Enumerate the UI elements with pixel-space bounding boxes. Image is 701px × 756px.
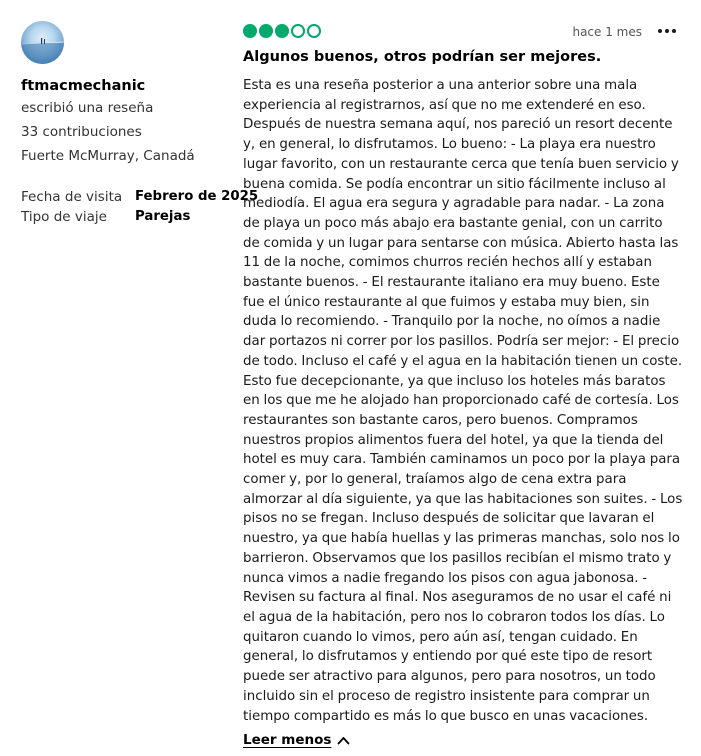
rating-bubble-filled xyxy=(259,24,273,38)
reviewer-username[interactable]: ftmacmechanic xyxy=(21,78,146,94)
rating-bubble-filled xyxy=(275,24,289,38)
profile-photo-icon xyxy=(21,21,64,64)
avatar[interactable] xyxy=(21,21,64,64)
review-body: Esta es una reseña posterior a una anterior sobre una mala experiencia al registrarnos, así que no me extenderé en eso. Después de nuestra semana aquí, nos pareció un resort decente y, en general, lo disfrutamos. Lo bueno: - La playa era nuestro lugar favorito, con un restaurante cerca que tenía buen servicio y buena comida. Se podía encontrar un sitio fácilmente incluso al mediodía. El agua era segura y agradable para nadar. - La zona de playa un poco más abajo era bastante genial, con un carrito de comida y un lugar para sentarse con música. Abierto hasta las 11 de la noche, comimos churros recién hechos allí y estaban bastante buenos. - El restaurante italiano era muy bueno. Este fue el único restaurante al que fuimos y estaba muy bien, sin duda lo recomiendo. - Tranquilo por la noche, no oímos a nadie dar portazos ni correr por los pasillos. Podría ser mejor: - El precio de todo. Incluso el café y el agua en la habitación tienen un coste. Esto fue decepcionante, ya que incluso los hoteles más baratos en los que me he alojado han proporcionado café de cortesía. Los restaurantes son bastante caros, pero buenos. Compramos nuestros propios alimentos fuera del hotel, ya que la tienda del hotel es muy cara. También caminamos un poco por la playa para comer y, por lo general, traíamos algo de cena extra para almorzar al día siguiente, ya que las habitaciones son suites. - Los pisos no se fregan. Incluso después de solicitar que lavaran el nuestro, ya que había huellas y las primeras manchas, solo nos lo barrieron. Observamos que los pasillos recibían el mismo trato y nunca vimos a nadie fregando los pisos con agua jabonosa. - Revisen su factura al final. Nos aseguramos de no usar el café ni el agua de la habitación, pero nos lo cobraron todos los días. Lo quitaron cuando lo vimos, pero aún así, tengan cuidado. En general, lo disfrutamos y entiendo por qué este tipo de resort puede ser atractivo para algunos, pero para nosotros, un todo incluido sin el proceso de registro insistente para comprar un tiempo compartido es más lo que busco en unas vacaciones. xyxy=(243,78,683,724)
read-less-label: Leer menos xyxy=(243,732,332,748)
trip-type-value: Parejas xyxy=(135,209,191,224)
more-options-button[interactable] xyxy=(656,22,678,40)
review-timestamp: hace 1 mes xyxy=(572,25,642,39)
rating-bubble-empty xyxy=(291,24,305,38)
rating-bubble-filled xyxy=(243,24,257,38)
visit-date-label: Fecha de visita xyxy=(21,189,123,205)
rating-bubbles xyxy=(243,24,321,38)
more-options-icon xyxy=(672,29,676,33)
review-title: Algunos buenos, otros podrían ser mejores. xyxy=(243,49,602,65)
more-options-icon xyxy=(658,29,662,33)
reviewer-action: escribió una reseña xyxy=(21,100,154,116)
read-less-button[interactable] xyxy=(243,732,350,748)
visit-date-value: Febrero de 2025 xyxy=(135,189,259,204)
rating-bubble-empty xyxy=(307,24,321,38)
reviewer-location: Fuerte McMurray, Canadá xyxy=(21,148,195,164)
reviewer-contributions: 33 contribuciones xyxy=(21,124,142,140)
chevron-up-icon xyxy=(337,736,350,745)
more-options-icon xyxy=(665,29,669,33)
trip-type-label: Tipo de viaje xyxy=(21,209,107,225)
